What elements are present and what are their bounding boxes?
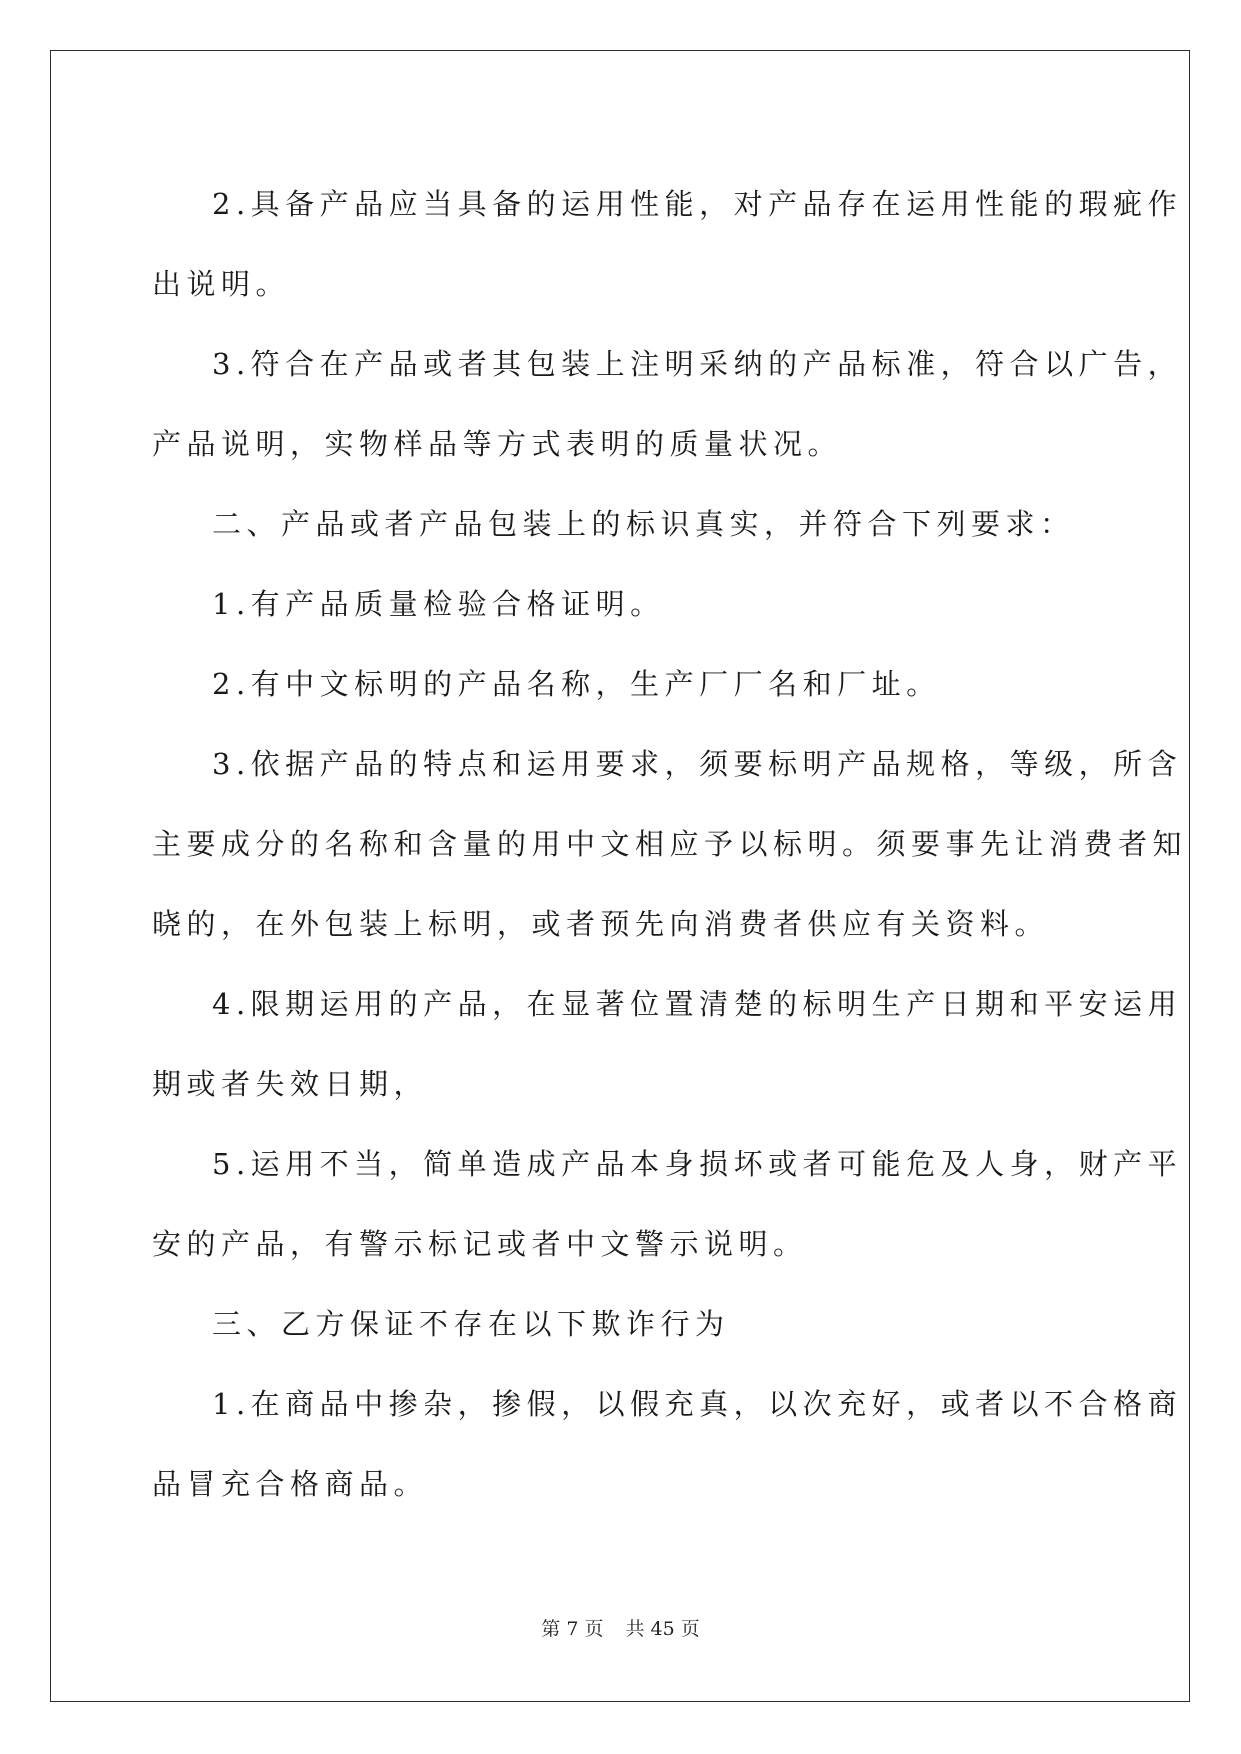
paragraph-8 (152, 1364, 1183, 1524)
text-line: 1.有产品质量检验合格证明。 (212, 587, 665, 621)
page-number: 第 7 页 (541, 1618, 604, 1640)
page-total: 共 45 页 (625, 1618, 700, 1640)
paragraph-3 (152, 564, 1092, 644)
paragraph-5 (152, 724, 1188, 964)
text-line: 3.依据产品的特点和运用要求，须要标明产品规格，等级，所含 (212, 747, 1183, 781)
section-heading-2 (152, 484, 1092, 564)
text-line: 晓的，在外包装上标明，或者预先向消费者供应有关资料。 (152, 907, 1050, 941)
text-line: 产品说明，实物样品等方式表明的质量状况。 (152, 427, 843, 461)
text-line: 2.有中文标明的产品名称，生产厂厂名和厂址。 (212, 667, 941, 701)
text-line: 主要成分的名称和含量的用中文相应予以标明。须要事先让消费者知 (152, 827, 1188, 861)
text-line: 三、乙方保证不存在以下欺诈行为 (212, 1307, 730, 1341)
section-heading-3 (152, 1284, 1092, 1364)
text-line: 品冒充合格商品。 (152, 1467, 429, 1501)
paragraph-2 (152, 324, 1183, 484)
text-line: 二、产品或者产品包装上的标识真实，并符合下列要求： (212, 507, 1075, 541)
paragraph-6 (152, 964, 1183, 1124)
text-line: 5.运用不当，简单造成产品本身损坏或者可能危及人身，财产平 (212, 1147, 1183, 1181)
text-line: 4.限期运用的产品，在显著位置清楚的标明生产日期和平安运用 (212, 987, 1183, 1021)
paragraph-7 (152, 1124, 1183, 1284)
text-line: 3.符合在产品或者其包装上注明采纳的产品标准，符合以广告， (212, 347, 1183, 381)
text-line: 期或者失效日期， (152, 1067, 429, 1101)
text-line: 2.具备产品应当具备的运用性能，对产品存在运用性能的瑕疵作 (212, 187, 1183, 221)
paragraph-1 (152, 164, 1183, 324)
paragraph-4 (152, 644, 1092, 724)
document-body (152, 164, 1188, 1524)
text-line: 安的产品，有警示标记或者中文警示说明。 (152, 1227, 808, 1261)
text-line: 1.在商品中掺杂，掺假，以假充真，以次充好，或者以不合格商 (212, 1387, 1183, 1421)
page-footer (0, 1614, 1241, 1641)
text-line: 出说明。 (152, 267, 291, 301)
